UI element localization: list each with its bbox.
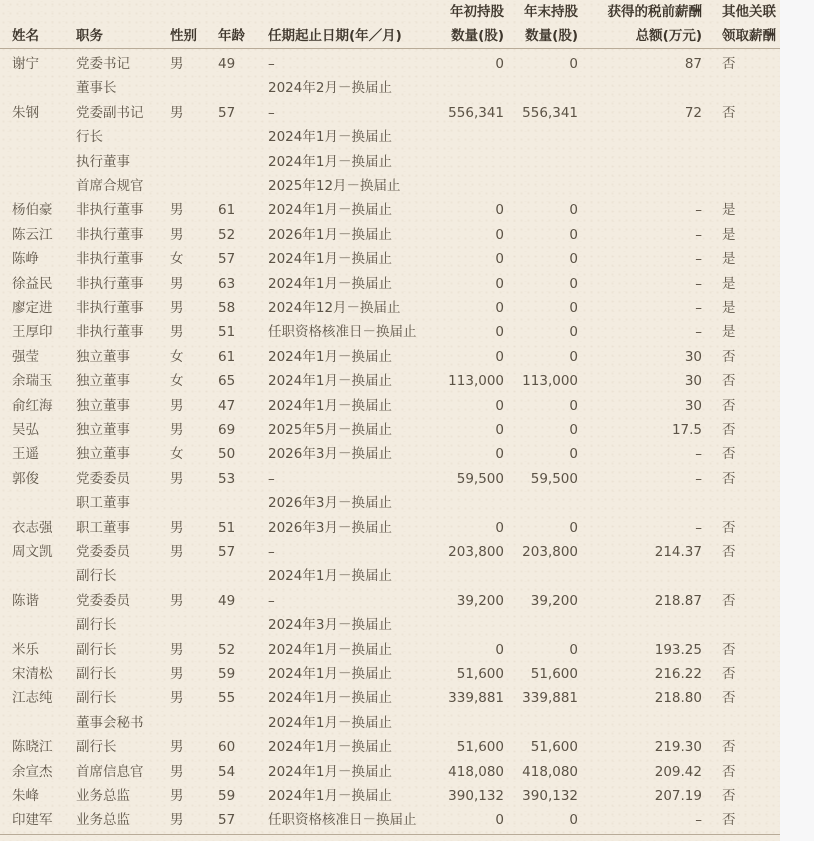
cell-end-shares: 0 (569, 398, 578, 414)
cell-age: 53 (218, 471, 236, 487)
cell-gender: 男 (170, 202, 184, 218)
cell-end-shares: 0 (569, 520, 578, 536)
cell-position: 副行长 (76, 642, 117, 658)
cell-end-shares: 51,600 (530, 739, 578, 755)
header-name: 姓名 (12, 28, 39, 44)
cell-name: 余瑞玉 (12, 373, 53, 389)
cell-end-shares: 0 (569, 227, 578, 243)
cell-start-shares: 0 (495, 446, 504, 462)
cell-position: 首席合规官 (76, 178, 144, 194)
cell-start-shares: 51,600 (456, 739, 504, 755)
cell-term: 2026年3月－换届止 (268, 495, 392, 511)
cell-term: – (268, 471, 275, 487)
cell-term: 2024年1月－换届止 (268, 715, 392, 731)
cell-pay: 72 (684, 105, 702, 121)
cell-gender: 男 (170, 642, 184, 658)
cell-term: 2024年3月－换届止 (268, 617, 392, 633)
cell-other: 否 (722, 788, 736, 804)
cell-position: 职工董事 (76, 495, 130, 511)
cell-pay: – (695, 471, 702, 487)
cell-gender: 男 (170, 739, 184, 755)
cell-gender: 男 (170, 593, 184, 609)
cell-start-shares: 39,200 (456, 593, 504, 609)
cell-age: 57 (218, 105, 236, 121)
cell-other: 是 (722, 324, 736, 340)
cell-other: 否 (722, 398, 736, 414)
cell-start-shares: 0 (495, 324, 504, 340)
cell-end-shares: 0 (569, 446, 578, 462)
cell-term: 2024年1月－换届止 (268, 666, 392, 682)
cell-pay: 209.42 (654, 764, 702, 780)
cell-term: – (268, 56, 275, 72)
cell-position: 非执行董事 (76, 202, 144, 218)
cell-pay: 193.25 (654, 642, 702, 658)
cell-name: 衣志强 (12, 520, 53, 536)
cell-position: 独立董事 (76, 373, 130, 389)
cell-name: 杨伯豪 (12, 202, 53, 218)
cell-term: 2025年5月－换届止 (268, 422, 392, 438)
cell-other: 否 (722, 373, 736, 389)
cell-start-shares: 0 (495, 422, 504, 438)
cell-end-shares: 390,132 (522, 788, 578, 804)
cell-term: 2024年2月－换届止 (268, 80, 392, 96)
header-other-line1: 其他关联 (722, 4, 776, 20)
cell-gender: 男 (170, 56, 184, 72)
cell-age: 59 (218, 666, 236, 682)
cell-other: 否 (722, 666, 736, 682)
cell-term: 2024年1月－换届止 (268, 154, 392, 170)
cell-pay: 30 (684, 349, 702, 365)
cell-other: 否 (722, 422, 736, 438)
cell-name: 强莹 (12, 349, 39, 365)
header-divider (0, 48, 780, 49)
cell-end-shares: 0 (569, 202, 578, 218)
cell-term: 2024年1月－换届止 (268, 373, 392, 389)
cell-position: 执行董事 (76, 154, 130, 170)
cell-position: 副行长 (76, 666, 117, 682)
cell-name: 周文凯 (12, 544, 53, 560)
cell-position: 党委委员 (76, 593, 130, 609)
table-bottom-rule (0, 834, 780, 835)
cell-age: 52 (218, 227, 236, 243)
cell-term: 2024年1月－换届止 (268, 202, 392, 218)
cell-pay: 219.30 (654, 739, 702, 755)
cell-start-shares: 0 (495, 300, 504, 316)
cell-pay: 207.19 (654, 788, 702, 804)
cell-age: 49 (218, 593, 236, 609)
cell-name: 朱钢 (12, 105, 39, 121)
cell-name: 谢宁 (12, 56, 39, 72)
cell-term: 2025年12月－换届止 (268, 178, 401, 194)
cell-position: 非执行董事 (76, 300, 144, 316)
cell-gender: 女 (170, 373, 184, 389)
cell-gender: 女 (170, 446, 184, 462)
cell-gender: 男 (170, 666, 184, 682)
cell-name: 陈晓江 (12, 739, 53, 755)
cell-age: 69 (218, 422, 236, 438)
cell-term: 2024年12月－换届止 (268, 300, 401, 316)
cell-name: 朱峰 (12, 788, 39, 804)
cell-gender: 男 (170, 300, 184, 316)
cell-position: 党委委员 (76, 544, 130, 560)
cell-gender: 男 (170, 227, 184, 243)
cell-age: 52 (218, 642, 236, 658)
cell-age: 49 (218, 56, 236, 72)
cell-end-shares: 556,341 (522, 105, 578, 121)
header-term: 任期起止日期(年／月) (268, 28, 402, 44)
cell-other: 否 (722, 105, 736, 121)
cell-end-shares: 113,000 (522, 373, 578, 389)
cell-age: 57 (218, 251, 236, 267)
cell-start-shares: 556,341 (448, 105, 504, 121)
cell-age: 51 (218, 324, 236, 340)
cell-age: 55 (218, 690, 236, 706)
cell-end-shares: 0 (569, 251, 578, 267)
header-end-shares-line1: 年末持股 (524, 4, 578, 20)
cell-name: 廖定进 (12, 300, 53, 316)
cell-name: 宋清松 (12, 666, 53, 682)
cell-name: 俞红海 (12, 398, 53, 414)
cell-other: 否 (722, 690, 736, 706)
cell-term: 2026年1月－换届止 (268, 227, 392, 243)
cell-position: 独立董事 (76, 422, 130, 438)
cell-pay: – (695, 812, 702, 828)
cell-gender: 男 (170, 471, 184, 487)
cell-name: 印建军 (12, 812, 53, 828)
cell-age: 61 (218, 349, 236, 365)
cell-term: 2024年1月－换届止 (268, 690, 392, 706)
cell-start-shares: 113,000 (448, 373, 504, 389)
cell-pay: 87 (684, 56, 702, 72)
cell-name: 王厚印 (12, 324, 53, 340)
cell-start-shares: 0 (495, 202, 504, 218)
cell-name: 郭俊 (12, 471, 39, 487)
cell-pay: 30 (684, 398, 702, 414)
cell-start-shares: 0 (495, 349, 504, 365)
cell-other: 否 (722, 349, 736, 365)
header-pay-line1: 获得的税前薪酬 (607, 4, 702, 20)
cell-end-shares: 0 (569, 422, 578, 438)
cell-pay: – (695, 276, 702, 292)
cell-pay: – (695, 251, 702, 267)
cell-position: 董事会秘书 (76, 715, 144, 731)
cell-position: 党委副书记 (76, 105, 144, 121)
cell-end-shares: 203,800 (522, 544, 578, 560)
cell-other: 否 (722, 593, 736, 609)
cell-other: 否 (722, 812, 736, 828)
cell-gender: 男 (170, 105, 184, 121)
header-age: 年龄 (218, 28, 245, 44)
cell-age: 63 (218, 276, 236, 292)
cell-start-shares: 339,881 (448, 690, 504, 706)
cell-age: 59 (218, 788, 236, 804)
cell-position: 非执行董事 (76, 276, 144, 292)
cell-pay: 216.22 (654, 666, 702, 682)
cell-gender: 男 (170, 690, 184, 706)
cell-name: 陈峥 (12, 251, 39, 267)
cell-start-shares: 0 (495, 812, 504, 828)
cell-position: 独立董事 (76, 349, 130, 365)
cell-end-shares: 0 (569, 324, 578, 340)
cell-start-shares: 0 (495, 642, 504, 658)
cell-pay: 218.87 (654, 593, 702, 609)
cell-start-shares: 203,800 (448, 544, 504, 560)
cell-age: 61 (218, 202, 236, 218)
cell-pay: – (695, 324, 702, 340)
cell-pay: – (695, 202, 702, 218)
cell-position: 独立董事 (76, 446, 130, 462)
cell-pay: – (695, 300, 702, 316)
cell-term: 任职资格核准日－换届止 (268, 324, 417, 340)
cell-other: 否 (722, 764, 736, 780)
cell-end-shares: 0 (569, 642, 578, 658)
cell-name: 余宣杰 (12, 764, 53, 780)
header-position: 职务 (76, 28, 103, 44)
cell-pay: 17.5 (671, 422, 702, 438)
cell-other: 否 (722, 520, 736, 536)
cell-other: 否 (722, 56, 736, 72)
cell-position: 业务总监 (76, 788, 130, 804)
cell-age: 51 (218, 520, 236, 536)
cell-term: – (268, 593, 275, 609)
cell-term: 2026年3月－换届止 (268, 520, 392, 536)
cell-start-shares: 0 (495, 227, 504, 243)
cell-end-shares: 0 (569, 812, 578, 828)
cell-term: 2024年1月－换届止 (268, 642, 392, 658)
cell-start-shares: 390,132 (448, 788, 504, 804)
cell-position: 非执行董事 (76, 251, 144, 267)
cell-pay: 30 (684, 373, 702, 389)
cell-other: 是 (722, 251, 736, 267)
cell-start-shares: 0 (495, 276, 504, 292)
cell-position: 副行长 (76, 617, 117, 633)
cell-position: 非执行董事 (76, 324, 144, 340)
cell-gender: 女 (170, 251, 184, 267)
cell-other: 否 (722, 739, 736, 755)
cell-age: 47 (218, 398, 236, 414)
cell-end-shares: 39,200 (530, 593, 578, 609)
cell-position: 董事长 (76, 80, 117, 96)
cell-pay: – (695, 520, 702, 536)
cell-name: 陈谐 (12, 593, 39, 609)
cell-age: 54 (218, 764, 236, 780)
cell-name: 王遥 (12, 446, 39, 462)
cell-position: 党委委员 (76, 471, 130, 487)
cell-term: 2024年1月－换届止 (268, 788, 392, 804)
cell-term: 2024年1月－换届止 (268, 276, 392, 292)
cell-other: 是 (722, 227, 736, 243)
cell-start-shares: 59,500 (456, 471, 504, 487)
cell-name: 米乐 (12, 642, 39, 658)
cell-other: 是 (722, 300, 736, 316)
cell-term: 2024年1月－换届止 (268, 739, 392, 755)
cell-other: 是 (722, 276, 736, 292)
cell-term: 2024年1月－换届止 (268, 568, 392, 584)
cell-age: 57 (218, 812, 236, 828)
cell-start-shares: 0 (495, 56, 504, 72)
cell-pay: – (695, 446, 702, 462)
cell-name: 江志纯 (12, 690, 53, 706)
cell-name: 徐益民 (12, 276, 53, 292)
cell-age: 50 (218, 446, 236, 462)
cell-position: 副行长 (76, 739, 117, 755)
header-end-shares-line2: 数量(股) (525, 28, 578, 44)
cell-position: 行长 (76, 129, 103, 145)
cell-term: 2024年1月－换届止 (268, 129, 392, 145)
cell-term: 2024年1月－换届止 (268, 349, 392, 365)
cell-end-shares: 59,500 (530, 471, 578, 487)
cell-position: 职工董事 (76, 520, 130, 536)
cell-term: 2024年1月－换届止 (268, 764, 392, 780)
cell-start-shares: 0 (495, 398, 504, 414)
cell-end-shares: 0 (569, 276, 578, 292)
cell-end-shares: 51,600 (530, 666, 578, 682)
cell-term: 任职资格核准日－换届止 (268, 812, 417, 828)
cell-end-shares: 339,881 (522, 690, 578, 706)
cell-other: 否 (722, 471, 736, 487)
cell-term: – (268, 105, 275, 121)
cell-other: 是 (722, 202, 736, 218)
cell-pay: 214.37 (654, 544, 702, 560)
header-start-shares-line1: 年初持股 (450, 4, 504, 20)
cell-other: 否 (722, 446, 736, 462)
cell-position: 首席信息官 (76, 764, 144, 780)
cell-end-shares: 0 (569, 56, 578, 72)
cell-age: 65 (218, 373, 236, 389)
cell-start-shares: 0 (495, 520, 504, 536)
cell-age: 57 (218, 544, 236, 560)
cell-gender: 男 (170, 324, 184, 340)
cell-end-shares: 418,080 (522, 764, 578, 780)
cell-gender: 男 (170, 788, 184, 804)
cell-term: 2026年3月－换届止 (268, 446, 392, 462)
header-pay-line2: 总额(万元) (635, 28, 702, 44)
cell-other: 否 (722, 544, 736, 560)
cell-gender: 男 (170, 398, 184, 414)
cell-gender: 男 (170, 544, 184, 560)
cell-end-shares: 0 (569, 300, 578, 316)
cell-gender: 男 (170, 764, 184, 780)
cell-position: 副行长 (76, 690, 117, 706)
cell-gender: 男 (170, 422, 184, 438)
cell-gender: 男 (170, 812, 184, 828)
cell-position: 党委书记 (76, 56, 130, 72)
cell-name: 陈云江 (12, 227, 53, 243)
cell-gender: 女 (170, 349, 184, 365)
cell-position: 副行长 (76, 568, 117, 584)
header-start-shares-line2: 数量(股) (451, 28, 504, 44)
cell-age: 58 (218, 300, 236, 316)
cell-position: 业务总监 (76, 812, 130, 828)
cell-pay: 218.80 (654, 690, 702, 706)
cell-end-shares: 0 (569, 349, 578, 365)
cell-age: 60 (218, 739, 236, 755)
cell-name: 吴弘 (12, 422, 39, 438)
cell-start-shares: 51,600 (456, 666, 504, 682)
cell-position: 独立董事 (76, 398, 130, 414)
header-gender: 性别 (170, 28, 197, 44)
cell-gender: 男 (170, 276, 184, 292)
header-other-line2: 领取薪酬 (722, 28, 776, 44)
cell-start-shares: 418,080 (448, 764, 504, 780)
cell-term: 2024年1月－换届止 (268, 251, 392, 267)
cell-other: 否 (722, 642, 736, 658)
cell-position: 非执行董事 (76, 227, 144, 243)
cell-term: – (268, 544, 275, 560)
cell-pay: – (695, 227, 702, 243)
cell-gender: 男 (170, 520, 184, 536)
cell-start-shares: 0 (495, 251, 504, 267)
cell-term: 2024年1月－换届止 (268, 398, 392, 414)
